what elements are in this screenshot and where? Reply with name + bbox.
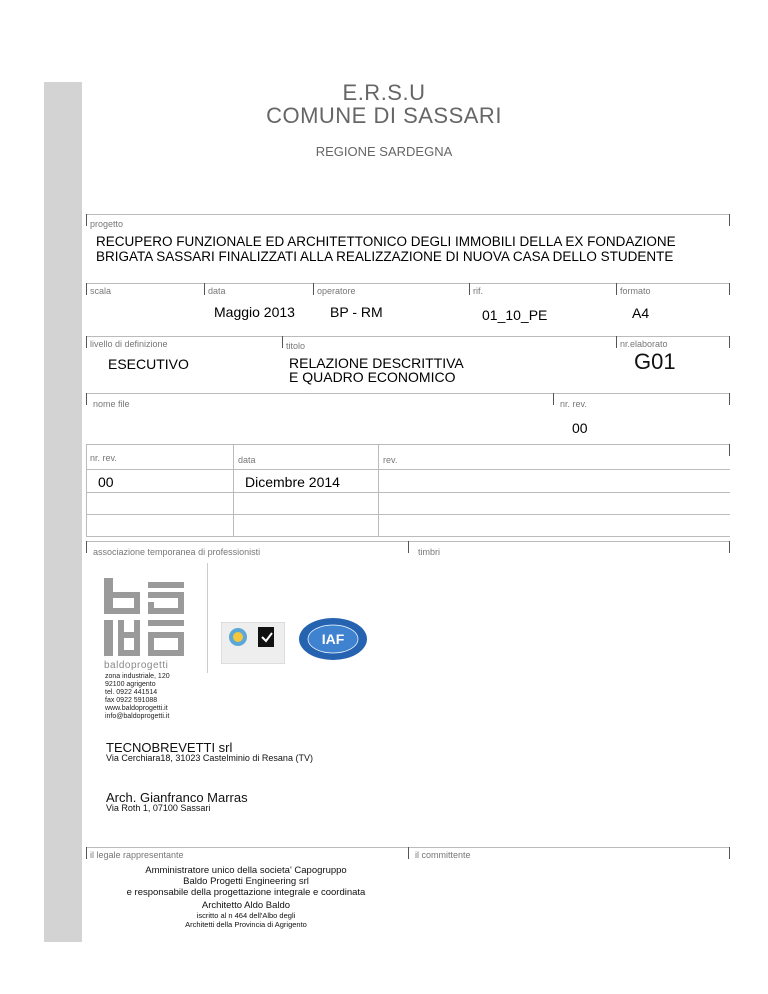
rev-row-nr: 00	[98, 474, 114, 490]
operatore-label: operatore	[317, 286, 356, 296]
operatore-value: BP - RM	[330, 304, 383, 320]
nome-file-label: nome file	[93, 399, 130, 409]
formato-value: A4	[632, 305, 650, 321]
scala-label: scala	[90, 286, 112, 296]
titolo-label: titolo	[286, 341, 306, 351]
rev-row-data: Dicembre 2014	[245, 474, 340, 490]
company2-name: Arch. Gianfranco Marras	[106, 790, 248, 805]
committente-label: il committente	[415, 850, 471, 860]
iaf-logo	[298, 617, 368, 661]
data-label: data	[208, 286, 226, 296]
header-line1: E.R.S.U	[342, 80, 426, 105]
formato-label: formato	[620, 286, 651, 296]
company2-address: Via Roth 1, 07100 Sassari	[106, 803, 211, 813]
timbri-label: timbri	[418, 547, 440, 557]
logo-caption: baldoprogetti	[104, 660, 169, 671]
nr-rev-value: 00	[572, 420, 588, 436]
project-label: progetto	[90, 219, 124, 229]
data-value: Maggio 2013	[214, 304, 295, 320]
rif-label: rif.	[473, 286, 483, 296]
contact-block: zona industriale, 120 92100 agrigento tel. 0922 441514 fax 0922 591088 www.baldoprogetti.it info@baldoprogetti.it	[105, 673, 170, 720]
baldo-logo	[104, 576, 186, 658]
livello-value: ESECUTIVO	[108, 356, 189, 372]
rif-value: 01_10_PE	[482, 307, 548, 323]
company1-address: Via Cerchiara18, 31023 Castelminio di Resana (TV)	[106, 753, 313, 763]
header-region: REGIONE SARDEGNA	[315, 144, 453, 159]
elaborato-value: G01	[634, 349, 676, 374]
left-margin-band	[44, 82, 82, 942]
header-line2: COMUNE DI SASSARI	[266, 103, 502, 128]
titolo-line1: RELAZIONE DESCRITTIVA	[289, 355, 464, 371]
company1-name: TECNOBREVETTI srl	[106, 740, 233, 755]
elaborato-label: nr.elaborato	[620, 339, 668, 349]
nr-rev-label: nr. rev.	[560, 399, 587, 409]
titolo-line2: E QUADRO ECONOMICO	[289, 369, 456, 385]
rev-table-data-header: data	[238, 455, 256, 465]
signature-block: Amministratore unico della societa' Capogruppo Baldo Progetti Engineering srl e responsabile della progettazione integrale e coordinata Architetto Aldo Baldo iscritto al n 464 dell'Albo degli Architetti della Provincia di Agrigento	[126, 865, 366, 929]
livello-label: livello di definizione	[90, 339, 168, 349]
legale-label: il legale rappresentante	[90, 850, 184, 860]
rev-table-rev-header: rev.	[383, 455, 398, 465]
assoc-label: associazione temporanea di professionisti	[93, 547, 261, 557]
project-title-line2: BRIGATA SASSARI FINALIZZATI ALLA REALIZZAZIONE DI NUOVA CASA DELLO STUDENTE	[96, 249, 674, 264]
certification-logo	[221, 622, 285, 664]
rev-table-nr-header: nr. rev.	[90, 453, 117, 463]
project-title-line1: RECUPERO FUNZIONALE ED ARCHITETTONICO DEGLI IMMOBILI DELLA EX FONDAZIONE	[96, 234, 676, 249]
svg-text:IAF: IAF	[321, 631, 345, 647]
